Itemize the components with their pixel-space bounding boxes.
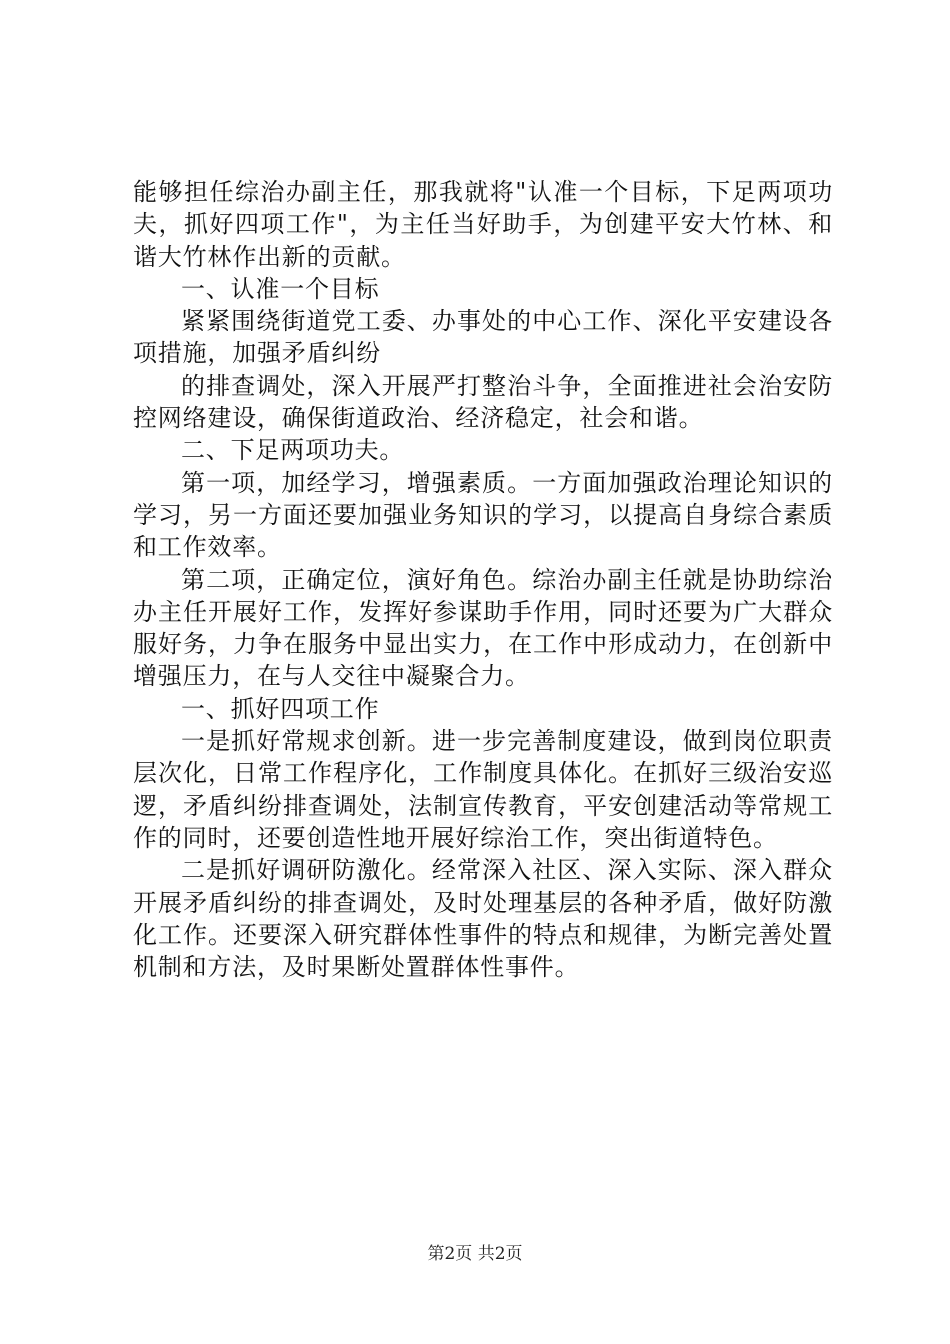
paragraph-task-one: 一是抓好常规求创新。进一步完善制度建设，做到岗位职责层次化，日常工作程序化，工作制度具体化。在抓好三级治安巡逻，矛盾纠纷排查调处，法制宣传教育，平安创建活动等常规工作的同时，还要创造性地开展好综治工作，突出街道特色。 [133, 727, 833, 852]
paragraph-effort-one: 第一项，加经学习，增强素质。一方面加强政治理论知识的学习，另一方面还要加强业务知识的学习，以提高自身综合素质和工作效率。 [133, 468, 833, 562]
paragraph-goal-part1: 紧紧围绕街道党工委、办事处的中心工作、深化平安建设各项措施，加强矛盾纠纷 [133, 307, 833, 368]
paragraph-task-two: 二是抓好调研防激化。经常深入社区、深入实际、深入群众开展矛盾纠纷的排查调处，及时处理基层的各种矛盾，做好防激化工作。还要深入研究群体性事件的特点和规律，为断完善处置机制和方法，及时果断处置群体性事件。 [133, 856, 833, 982]
paragraph-effort-two: 第二项，正确定位，演好角色。综治办副主任就是协助综治办主任开展好工作，发挥好参谋助手作用，同时还要为广大群众服好务，力争在服务中显出实力，在工作中形成动力，在创新中增强压力，在与人交往中凝聚合力。 [133, 565, 833, 691]
paragraph-intro: 能够担任综治办副主任，那我就将"认准一个目标，下足两项功夫，抓好四项工作"，为主任当好助手，为创建平安大竹林、和谐大竹林作出新的贡献。 [133, 178, 833, 271]
heading-one-goal: 一、认准一个目标 [181, 274, 380, 303]
page-number-footer: 第2页 共2页 [427, 1244, 523, 1264]
document-body [133, 176, 833, 983]
heading-four-tasks: 一、抓好四项工作 [181, 694, 380, 723]
paragraph-goal-part2: 的排查调处，深入开展严打整治斗争，全面推进社会治安防控网络建设，确保街道政治、经济稳定，社会和谐。 [133, 371, 833, 433]
heading-two-efforts: 二、下足两项功夫。 [181, 436, 405, 465]
